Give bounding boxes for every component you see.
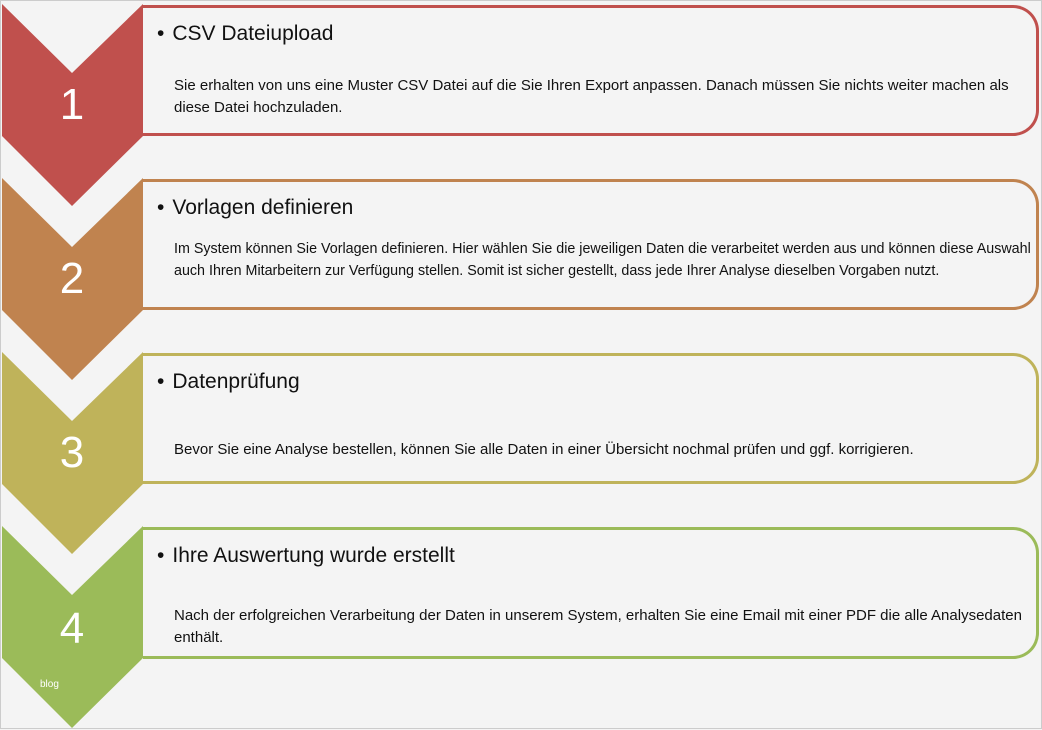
step-box-3 [143, 353, 1039, 484]
step-number-3: 3 [59, 428, 85, 477]
step-number-4: 4 [59, 604, 85, 653]
step-title: • Datenprüfung [157, 370, 300, 394]
chevron-step-4 [2, 526, 143, 728]
step-text: Bevor Sie eine Analyse bestellen, können Sie alle Daten in einer Übersicht nochmal prüfen und ggf. korrigieren. [174, 441, 914, 458]
step-title: • Vorlagen definieren [157, 196, 353, 220]
watermark: blog [40, 679, 59, 690]
step-title: • CSV Dateiupload [157, 22, 333, 46]
step-text: Im System können Sie Vorlagen definieren. Hier wählen Sie die jeweiligen Daten die verarbeitet werden aus und können diese Auswahl auch Ihren Mitarbeitern zur Verfügung stellen. Somit ist sicher gestellt, dass jede Ihrer Analyse dieselben Vorgaben nutzt. [174, 241, 1031, 279]
step-box-1 [143, 5, 1039, 136]
step-box-4 [143, 527, 1039, 659]
chevron-step-3 [2, 352, 143, 554]
step-title: • Ihre Auswertung wurde erstellt [157, 544, 455, 568]
chevron-arrows [1, 1, 151, 730]
step-number-2: 2 [59, 254, 85, 303]
step-text: Sie erhalten von uns eine Muster CSV Datei auf die Sie Ihren Export anpassen. Danach müssen Sie nichts weiter machen als diese Datei hochzuladen. [174, 77, 1009, 116]
step-number-1: 1 [59, 80, 85, 129]
chevron-step-1 [2, 4, 143, 206]
step-text: Nach der erfolgreichen Verarbeitung der Daten in unserem System, erhalten Sie eine Email mit einer PDF die alle Analysedaten enthält. [174, 607, 1022, 646]
step-box-2 [143, 179, 1039, 310]
chevron-step-2 [2, 178, 143, 380]
